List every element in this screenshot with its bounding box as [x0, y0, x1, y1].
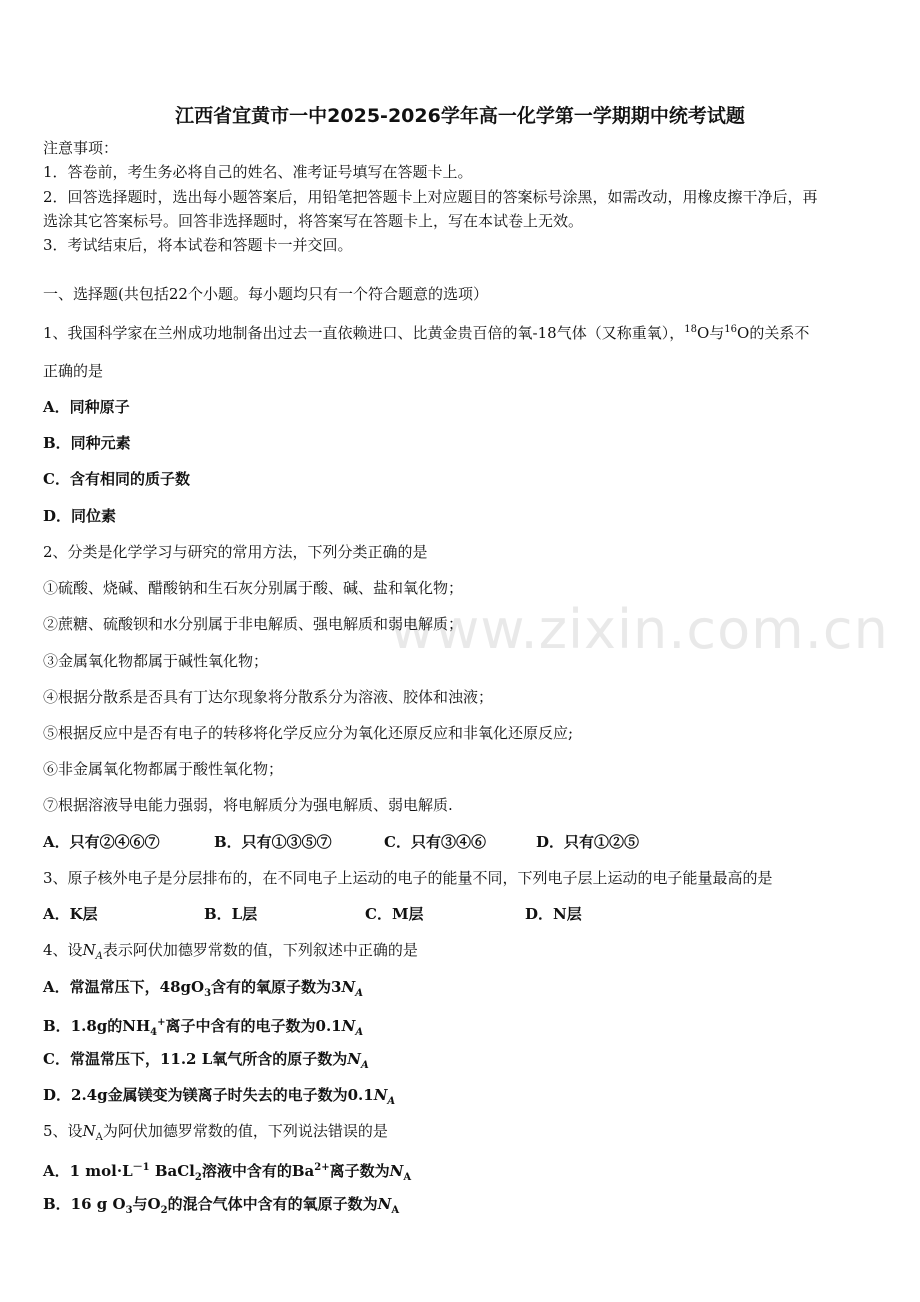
q4-b-text: B．1.8g的NH — [43, 1017, 151, 1035]
q4-symbol-n: N — [82, 941, 96, 959]
q4-stem-b: 表示阿伏加德罗常数的值，下列叙述中正确的是 — [102, 941, 418, 959]
q5-b-text3: 的混合气体中含有的氧原子数为 — [167, 1195, 378, 1213]
q1-stem — [43, 320, 809, 343]
q2-statement-7: ⑦根据溶液导电能力强弱，将电解质分为强电解质、弱电解质. — [43, 796, 453, 814]
q1-iso1-symbol: O — [696, 324, 710, 342]
q2-option-a: A．只有②④⑥⑦ — [43, 833, 160, 851]
q5-b-text: B．16 g O — [43, 1195, 126, 1213]
q4-b-sup: + — [157, 1017, 166, 1028]
q2-statement-5: ⑤根据反应中是否有电子的转移将化学反应分为氧化还原反应和非氧化还原反应; — [43, 724, 574, 742]
q4-symbol-a: A — [95, 951, 103, 962]
notice-item-2a: 2．回答选择题时，选出每小题答案后，用铅笔把答题卡上对应题目的答案标号涂黑，如需改动，用橡皮擦干净后，再 — [43, 188, 818, 206]
q1-stem-end: 的关系不 — [749, 324, 810, 342]
notice-heading: 注意事项： — [43, 139, 119, 157]
q1-and: 与 — [709, 324, 725, 342]
q5-b-sub1: 3 — [125, 1205, 133, 1216]
q5-option-a — [43, 1158, 411, 1188]
q5-a-sup2: 2+ — [314, 1162, 330, 1173]
q1-stem-cont: 正确的是 — [43, 362, 104, 380]
q4-a-text2: 含有的氧原子数为3 — [211, 978, 342, 996]
q5-a-text2: BaCl — [149, 1162, 195, 1180]
q4-d-asub: A — [387, 1096, 396, 1107]
q4-d-n: N — [373, 1086, 388, 1104]
q4-b-text2: 离子中含有的电子数为0.1 — [165, 1017, 342, 1035]
q4-d-text: D．2.4g金属镁变为镁离子时失去的电子数为0.1 — [43, 1086, 374, 1104]
q3-option-d: D．N层 — [525, 905, 582, 923]
q2-statement-2: ②蔗糖、硫酸钡和水分别属于非电解质、强电解质和弱电解质； — [43, 615, 464, 633]
q5-stem — [43, 1121, 388, 1148]
q3-stem: 3、原子核外电子是分层排布的，在不同电子上运动的电子的能量不同，下列电子层上运动的电子能量最高的是 — [43, 869, 773, 887]
q2-statement-3: ③金属氧化物都属于碱性氧化物； — [43, 652, 269, 670]
q2-statement-4: ④根据分散系是否具有丁达尔现象将分散系分为溶液、胶体和浊液； — [43, 688, 494, 706]
q4-stem-a: 4、设 — [43, 941, 83, 959]
q5-a-asub: A — [403, 1172, 412, 1183]
q5-b-sub2: 2 — [160, 1205, 168, 1216]
q1-option-a: A．同种原子 — [43, 398, 130, 416]
q5-b-asub: A — [391, 1205, 400, 1216]
q5-a-text: A．1 mol·L — [43, 1162, 133, 1180]
q4-c-text: C．常温常压下，11.2 L氧气所含的原子数为 — [43, 1050, 348, 1068]
section-heading: 一、选择题(共包括22个小题。每小题均只有一个符合题意的选项） — [43, 285, 488, 303]
q2-stem: 2、分类是化学学习与研究的常用方法，下列分类正确的是 — [43, 543, 428, 561]
q4-option-b — [43, 1013, 363, 1043]
q1-option-d: D．同位素 — [43, 507, 117, 525]
q5-symbol-n: N — [82, 1122, 96, 1140]
q4-b-asub: A — [355, 1027, 364, 1038]
q5-b-text2: 与O — [132, 1195, 161, 1213]
q5-option-b — [43, 1194, 399, 1221]
q5-a-text4: 离子数为 — [329, 1162, 390, 1180]
q2-statement-1: ①硫酸、烧碱、醋酸钠和生石灰分别属于酸、碱、盐和氧化物； — [43, 579, 464, 597]
q4-option-a — [43, 977, 363, 1004]
page-title: 江西省宜黄市一中2025-2026学年高一化学第一学期期中统考试题 — [175, 105, 745, 127]
q4-a-asub: A — [355, 988, 363, 999]
q1-option-b: B．同种元素 — [43, 434, 131, 452]
q5-a-sup: －1 — [132, 1162, 150, 1173]
q4-b-n: N — [341, 1017, 356, 1035]
notice-item-1: 1．答卷前，考生务必将自己的姓名、准考证号填写在答题卡上。 — [43, 163, 473, 181]
q1-stem-text: 1、我国科学家在兰州成功地制备出过去一直依赖进口、比黄金贵百倍的氧-18气体（又称重氧）， — [43, 324, 685, 342]
q4-a-sub: 3 — [204, 988, 212, 999]
q5-stem-a: 5、设 — [43, 1122, 83, 1140]
q1-iso1-mass: 18 — [684, 324, 697, 335]
notice-item-2b: 选涂其它答案标号。回答非选择题时，将答案写在答题卡上，写在本试卷上无效。 — [43, 212, 584, 230]
q4-c-n: N — [347, 1050, 361, 1068]
q4-stem — [43, 940, 418, 967]
q4-a-text: A．常温常压下，48gO — [43, 978, 205, 996]
q5-symbol-a: A — [95, 1132, 103, 1143]
q5-a-sub: 2 — [194, 1172, 202, 1183]
notice-item-3: 3．考试结束后，将本试卷和答题卡一并交回。 — [43, 236, 353, 254]
q5-stem-b: 为阿伏加德罗常数的值，下列说法错误的是 — [102, 1122, 388, 1140]
q2-option-b: B．只有①③⑤⑦ — [214, 833, 332, 851]
q4-b-sub: 4 — [150, 1027, 158, 1038]
q3-option-c: C．M层 — [365, 905, 424, 923]
q4-option-c — [43, 1049, 369, 1076]
q2-option-d: D．只有①②⑤ — [536, 833, 640, 851]
q1-option-c: C．含有相同的质子数 — [43, 470, 190, 488]
q5-a-text3: 溶液中含有的Ba — [201, 1162, 315, 1180]
q1-iso2-symbol: O — [737, 324, 750, 342]
q4-option-d — [43, 1085, 395, 1112]
watermark: www.zixin.com.cn — [390, 598, 889, 661]
q5-a-n: N — [389, 1162, 404, 1180]
q2-statement-6: ⑥非金属氧化物都属于酸性氧化物； — [43, 760, 284, 778]
q5-b-n: N — [377, 1195, 392, 1213]
q3-option-b: B．L层 — [204, 905, 258, 923]
q1-iso2-mass: 16 — [724, 324, 737, 335]
q3-option-a: A．K层 — [43, 905, 98, 923]
q4-a-n: N — [341, 978, 356, 996]
q2-option-c: C．只有③④⑥ — [384, 833, 486, 851]
q4-c-asub: A — [360, 1060, 369, 1071]
